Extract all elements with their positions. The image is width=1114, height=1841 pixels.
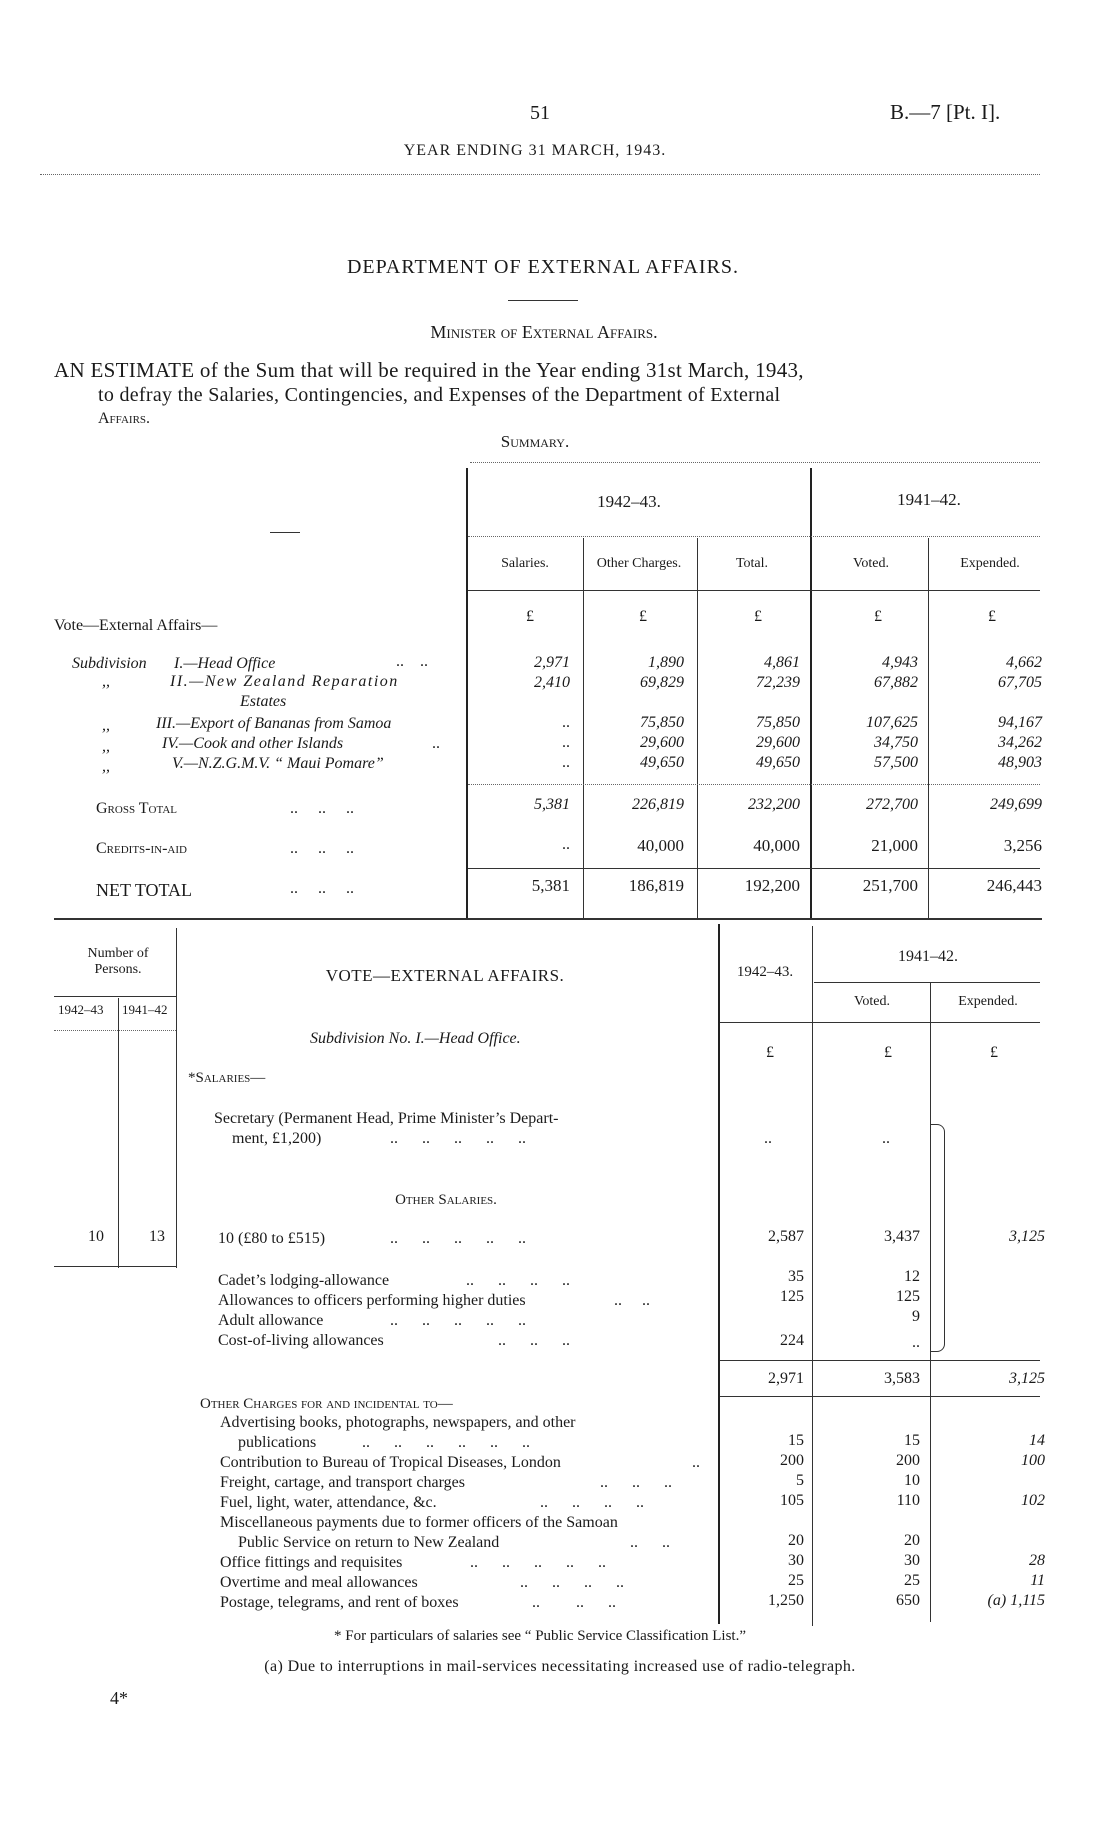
gross-total-label: Gross Total <box>96 800 178 817</box>
vote-rule <box>720 1022 1040 1023</box>
summary-cell: 75,850 <box>756 714 800 731</box>
vote-cell: 20 <box>904 1532 920 1549</box>
vote-rule <box>814 982 1040 983</box>
vote-title: VOTE—EXTERNAL AFFAIRS. <box>325 966 565 985</box>
summary-cell: 49,650 <box>756 754 800 771</box>
vote-cell: 9 <box>912 1308 920 1325</box>
summary-year-prior: 1941–42. <box>897 490 961 509</box>
vote-cell: 5 <box>796 1472 804 1489</box>
summary-bottom-rule <box>54 918 1042 920</box>
summary-row-prefix: ,, <box>102 717 110 734</box>
vote-label: Vote—External Affairs— <box>54 617 218 634</box>
estimate-line-2: to defray the Salaries, Contingencies, and Expenses of the Department of External <box>98 384 781 406</box>
col-salaries: Salaries. <box>501 556 549 571</box>
other-charges-heading: Other Charges for and incidental to— <box>200 1396 453 1412</box>
vote-year-current: 1942–43. <box>736 964 794 980</box>
signature-mark: 4* <box>110 1688 128 1708</box>
summary-year-current: 1942–43. <box>597 492 661 511</box>
vote-cell: 100 <box>1021 1452 1045 1469</box>
summary-cell: 4,943 <box>882 654 918 671</box>
summary-cell: 72,239 <box>756 674 800 691</box>
bracket <box>930 1124 945 1352</box>
vote-cell: 200 <box>780 1452 804 1469</box>
year-line: YEAR ENDING 31 MARCH, 1943. <box>403 142 667 159</box>
leader-dots: .. .. .. <box>532 1594 616 1611</box>
summary-cell: 69,829 <box>640 674 684 691</box>
summary-cell: .. <box>562 734 570 751</box>
net-cell: 5,381 <box>531 876 570 895</box>
leader-dots: .. .. .. .. .. <box>390 1312 526 1329</box>
summary-row-label: Estates <box>240 693 287 710</box>
footnote-star: * For particulars of salaries see “ Public Service Classification List.” <box>334 1628 746 1644</box>
gross-cell: 232,200 <box>748 796 800 813</box>
currency-mark: £ <box>884 1044 892 1061</box>
vote-cell: .. <box>912 1334 920 1351</box>
estimate-line-3: Affairs. <box>98 410 151 427</box>
document-reference: B.—7 [Pt. I]. <box>890 100 1001 124</box>
vote-rule <box>54 1266 176 1267</box>
charge-label: Miscellaneous payments due to former officers of the Samoan <box>220 1514 618 1531</box>
net-cell: 251,700 <box>862 876 918 895</box>
summary-cell: 29,600 <box>640 734 684 751</box>
currency-mark: £ <box>639 608 647 625</box>
secretary-line: Secretary (Permanent Head, Prime Minister’s Depart- <box>214 1110 559 1127</box>
vote-cell: 224 <box>780 1332 804 1349</box>
summary-cell: 4,861 <box>764 654 800 671</box>
summary-cell: 2,410 <box>534 674 570 691</box>
minister-heading: Minister of External Affairs. <box>430 322 658 342</box>
title-rule <box>508 300 578 301</box>
currency-mark: £ <box>754 608 762 625</box>
col-other-charges: Other Charges. <box>596 556 682 571</box>
credits-cell: .. <box>562 836 570 853</box>
credits-cell: 21,000 <box>871 836 918 855</box>
salaries-heading: *Salaries— <box>188 1070 266 1086</box>
vote-cell: 3,125 <box>1009 1228 1045 1245</box>
vote-cell: 200 <box>896 1452 920 1469</box>
credits-cell: 40,000 <box>753 836 800 855</box>
persons-count: 10 <box>88 1228 104 1245</box>
salary-total: 3,583 <box>884 1370 920 1387</box>
summary-row-label: V.—N.Z.G.M.V. “ Maui Pomare” <box>172 755 384 772</box>
vote-cell: 15 <box>788 1432 804 1449</box>
vote-col-voted: Voted. <box>854 994 890 1009</box>
vote-cell: 30 <box>904 1552 920 1569</box>
vote-cell: .. <box>882 1130 890 1147</box>
vote-cell: 1,250 <box>768 1592 804 1609</box>
persons-year: 1942–43 <box>58 1002 104 1017</box>
summary-cell: 34,262 <box>998 734 1042 751</box>
vote-cell: .. <box>764 1130 772 1147</box>
currency-mark: £ <box>988 608 996 625</box>
vote-cell: 102 <box>1021 1492 1045 1509</box>
currency-mark: £ <box>874 608 882 625</box>
summary-cell: 94,167 <box>998 714 1042 731</box>
salary-total: 2,971 <box>768 1370 804 1387</box>
summary-cell: .. <box>562 714 570 731</box>
vote-cell: 3,437 <box>884 1228 920 1245</box>
summary-dash <box>270 532 300 533</box>
leader-dots: .. .. .. <box>290 840 354 857</box>
vote-cell: 28 <box>1029 1552 1045 1569</box>
vote-cell: 2,587 <box>768 1228 804 1245</box>
gross-cell: 249,699 <box>990 796 1042 813</box>
gross-cell: 5,381 <box>534 796 570 813</box>
summary-row-prefix: ,, <box>102 738 110 755</box>
summary-top-rule <box>470 462 1040 463</box>
footnote-a: (a) Due to interruptions in mail-services necessitating increased use of radio-telegraph. <box>264 1658 856 1675</box>
credits-in-aid-label: Credits-in-aid <box>96 840 187 857</box>
leader-dots: .. .. <box>630 1534 670 1551</box>
vote-cell: (a) 1,115 <box>987 1592 1045 1609</box>
leader-dots: .. .. .. .. <box>466 1272 570 1289</box>
vote-divider <box>118 998 119 1268</box>
secretary-line: ment, £1,200) <box>232 1130 322 1147</box>
summary-row-prefix: ,, <box>102 758 110 775</box>
col-voted: Voted. <box>853 556 889 571</box>
summary-cell: 34,750 <box>874 734 918 751</box>
summary-cell: 4,662 <box>1006 654 1042 671</box>
leader-dots: .. .. <box>614 1292 650 1309</box>
leader-dots: .. .. .. <box>290 880 354 897</box>
vote-cell: 11 <box>1030 1572 1045 1589</box>
header-rule <box>40 174 1040 175</box>
currency-mark: £ <box>526 608 534 625</box>
vote-cell: 12 <box>904 1268 920 1285</box>
vote-year-prior: 1941–42. <box>898 948 958 965</box>
summary-rule <box>468 868 1040 869</box>
summary-cell: 48,903 <box>998 754 1042 771</box>
leader-dots: .. .. .. .. .. .. <box>362 1434 530 1451</box>
summary-cell: 1,890 <box>648 654 684 671</box>
leader-dots: .. .. .. <box>290 800 354 817</box>
credits-cell: 40,000 <box>637 836 684 855</box>
vote-cell: 10 <box>904 1472 920 1489</box>
vote-divider <box>812 926 813 1626</box>
summary-divider <box>697 538 698 918</box>
other-salaries-heading: Other Salaries. <box>395 1192 497 1208</box>
summary-row-label: IV.—Cook and other Islands <box>162 735 344 752</box>
vote-cell: 105 <box>780 1492 804 1509</box>
net-cell: 192,200 <box>744 876 800 895</box>
allowance-label: Adult allowance <box>218 1312 324 1329</box>
allowance-label: Allowances to officers performing higher duties <box>218 1292 526 1309</box>
charge-label: Advertising books, photographs, newspapers, and other <box>220 1414 576 1431</box>
allowance-label: Cost-of-living allowances <box>218 1332 384 1349</box>
currency-mark: £ <box>766 1044 774 1061</box>
vote-cell: 125 <box>896 1288 920 1305</box>
vote-cell: 15 <box>904 1432 920 1449</box>
vote-cell: 25 <box>904 1572 920 1589</box>
charge-label: Overtime and meal allowances <box>220 1574 418 1591</box>
vote-cell: 25 <box>788 1572 804 1589</box>
vote-cell: 30 <box>788 1552 804 1569</box>
leader-dots: .. .. .. <box>498 1332 570 1349</box>
page-number: 51 <box>530 102 550 124</box>
leader-dots: .. .. .. .. .. <box>470 1554 606 1571</box>
col-total: Total. <box>735 556 769 571</box>
summary-row-label: II.—New Zealand Reparation <box>170 673 399 690</box>
charge-label: publications <box>238 1434 317 1451</box>
summary-rule <box>468 536 1040 537</box>
vote-cell: 125 <box>780 1288 804 1305</box>
gross-cell: 226,819 <box>632 796 684 813</box>
salary-row-label: 10 (£80 to £515) <box>218 1230 326 1247</box>
charge-label: Office fittings and requisites <box>220 1554 403 1571</box>
allowance-label: Cadet’s lodging-allowance <box>218 1272 390 1289</box>
department-title: DEPARTMENT OF EXTERNAL AFFAIRS. <box>346 256 740 278</box>
summary-row-label: III.—Export of Bananas from Samoa <box>156 715 392 732</box>
summary-row-prefix: Subdivision <box>72 655 147 672</box>
summary-cell: 2,971 <box>534 654 570 671</box>
charge-label: Fuel, light, water, attendance, &c. <box>220 1494 437 1511</box>
vote-rule <box>54 996 176 997</box>
summary-divider <box>928 538 929 918</box>
vote-divider <box>176 928 177 1268</box>
subdivision-heading: Subdivision No. I.—Head Office. <box>310 1030 521 1047</box>
currency-mark: £ <box>990 1044 998 1061</box>
vote-cell: 35 <box>788 1268 804 1285</box>
leader-dots: .. .. .. .. .. <box>390 1130 526 1147</box>
estimate-line-1: AN ESTIMATE of the Sum that will be required in the Year ending 31st March, 1943, <box>54 358 804 382</box>
charge-label: Contribution to Bureau of Tropical Diseases, London <box>220 1454 561 1471</box>
net-total-label: NET TOTAL <box>96 880 193 900</box>
summary-cell: 49,650 <box>640 754 684 771</box>
leader-dots: .. <box>432 735 440 752</box>
summary-rule <box>468 590 1040 591</box>
leader-dots: .. .. .. .. <box>540 1494 644 1511</box>
summary-row-label: I.—Head Office <box>174 655 276 672</box>
vote-cell: 14 <box>1029 1432 1045 1449</box>
persons-count: 13 <box>149 1228 165 1245</box>
net-cell: 186,819 <box>628 876 684 895</box>
vote-cell: 110 <box>896 1492 920 1509</box>
persons-header: Number of Persons. <box>87 946 149 977</box>
credits-cell: 3,256 <box>1003 836 1042 855</box>
net-cell: 246,443 <box>986 876 1042 895</box>
summary-cell: .. <box>562 754 570 771</box>
summary-cell: 29,600 <box>756 734 800 751</box>
summary-cell: 67,705 <box>998 674 1042 691</box>
charge-label: Postage, telegrams, and rent of boxes <box>220 1594 459 1611</box>
summary-cell: 67,882 <box>874 674 918 691</box>
summary-cell: 75,850 <box>640 714 684 731</box>
vote-cell: 650 <box>896 1592 920 1609</box>
charge-label: Freight, cartage, and transport charges <box>220 1474 465 1491</box>
leader-dots: .. <box>692 1454 700 1471</box>
summary-rule <box>468 784 1040 785</box>
salary-total: 3,125 <box>1009 1370 1045 1387</box>
summary-heading: Summary. <box>500 432 570 451</box>
leader-dots: .. .. <box>396 653 428 670</box>
persons-year: 1941–42 <box>122 1002 168 1017</box>
gross-cell: 272,700 <box>866 796 918 813</box>
summary-cell: 107,625 <box>866 714 918 731</box>
vote-rule <box>720 1396 1040 1397</box>
col-expended: Expended. <box>960 556 1020 571</box>
charge-label: Public Service on return to New Zealand <box>238 1534 500 1551</box>
summary-row-prefix: ,, <box>102 673 110 690</box>
leader-dots: .. .. .. <box>600 1474 672 1491</box>
vote-rule <box>54 1030 176 1031</box>
vote-cell: 20 <box>788 1532 804 1549</box>
vote-rule <box>720 1360 1040 1361</box>
vote-col-expended: Expended. <box>958 994 1018 1009</box>
leader-dots: .. .. .. .. <box>520 1574 624 1591</box>
leader-dots: .. .. .. .. .. <box>390 1230 526 1247</box>
summary-cell: 57,500 <box>874 754 918 771</box>
